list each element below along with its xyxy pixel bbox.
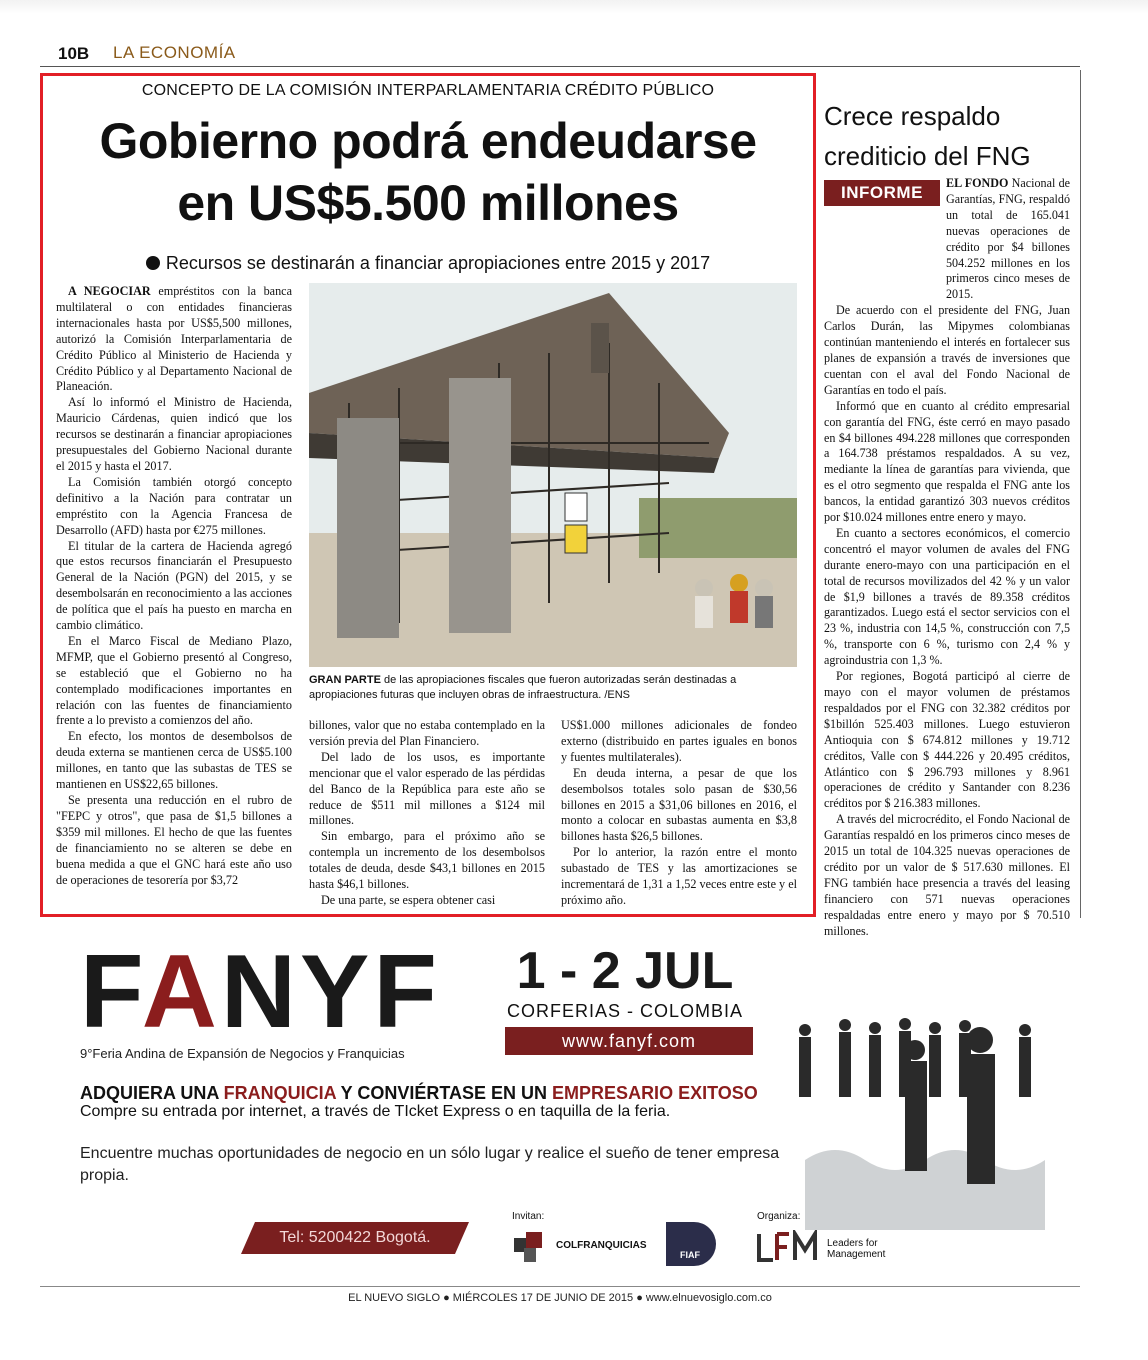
- slogan-part: ADQUIERA UNA: [80, 1083, 224, 1103]
- headline-line-1: Gobierno podrá endeudarse: [99, 113, 757, 169]
- fanyf-logo: [80, 934, 441, 1050]
- paragraph: De una parte, se espera obtener casi: [321, 892, 496, 907]
- logo-letter-accent: A: [141, 934, 221, 1050]
- paragraph: A través del microcrédito, el Fondo Nacional de Garantías respaldó en los primeros cinco meses de 2015 un total de 104.325 nuevas operaciones de crédito por un valor de $ 517.630 millones. El FNG también hace presencia a través del leasing financiero con 571 nuevas operaciones respaldadas entre enero y mayo por $ 70.510 millones.: [824, 812, 1070, 938]
- scan-edge: [0, 0, 1148, 14]
- headline-line-2: en US$5.500 millones: [177, 175, 679, 231]
- paragraph: US$1.000 millones adicionales de fondeo externo (distribuido en partes iguales en bonos y fuentes multilaterales).: [561, 718, 797, 764]
- paragraph: Del lado de los usos, es importante mencionar que el valor esperado de las pérdidas del Banco de la República para este año se reduce de $511 mil millones a $124 mil millones.: [309, 749, 545, 828]
- construction-photo: [309, 283, 797, 667]
- paragraph: De acuerdo con el presidente del FNG, Juan Carlos Durán, las Mipymes colombianas continúan manteniendo el interés en fortalecer sus planes de expansión a través de inversiones que cuentan con el aval del Fondo Nacional de Garantías en todo el país.: [824, 303, 1070, 397]
- lead-word: A NEGOCIAR: [68, 284, 151, 298]
- article-headline: [40, 110, 816, 234]
- paragraph: billones, valor que no estaba contemplado en la versión previa del Plan Financiero.: [309, 718, 545, 748]
- event-dates: 1 - 2 JUL: [516, 942, 734, 1000]
- article-kicker: CONCEPTO DE LA COMISIÓN INTERPARLAMENTARIA CRÉDITO PÚBLICO: [141, 82, 715, 99]
- paragraph: En efecto, los montos de desembolsos de deuda externa se mantienen cerca de US$5.100 millones, en tanto que las subastas de TES se mantienen en US$22,65 billones.: [56, 729, 292, 792]
- paragraph: Sin embargo, para el próximo año se contempla un incremento de los desembolsos totales de deuda, desde $43,1 billones en 2015 hasta $46,1 billones.: [309, 829, 545, 892]
- ad-opportunities-text: Encuentre muchas oportunidades de negocio en un sólo lugar y realice el sueño de tener empresa propia.: [80, 1145, 780, 1184]
- fiaf-logo: [666, 1222, 722, 1266]
- slogan-accent: EMPRESARIO EXITOSO: [552, 1083, 758, 1103]
- page-number: 10B: [58, 44, 90, 63]
- paragraph: El titular de la cartera de Hacienda agregó que estos recursos financiarán el Presupuesto General de la Nación (PGN) del 2015, y se desembolsarán en reconocimiento a las acciones de política que el país ha puesto en marcha en cambio climático.: [56, 538, 292, 633]
- ticket-info: Compre su entrada por internet, a través de TIcket Express o en taquilla de la feria.: [80, 1103, 671, 1120]
- paragraph: empréstitos con la banca multilateral o con entidades financieras internacionales hasta por US$5,500 millones, autorizó la Comisión Interparlamentaria de Crédito Público al Ministerio de Hacienda y Crédito Público y al Departamento Nacional de Planeación.: [56, 284, 293, 394]
- page-header: [40, 40, 1080, 67]
- article-column-2: [309, 718, 545, 909]
- lfm-logo: [757, 1230, 897, 1266]
- logo-letter: F: [80, 934, 142, 1050]
- colfranquicias-logo: [512, 1228, 647, 1264]
- business-people-image: [785, 1010, 1085, 1230]
- article-column-1: [56, 284, 292, 888]
- logo-letters: NYF: [220, 934, 441, 1050]
- side-article-title: Crece respaldo crediticio del FNG: [824, 101, 1031, 171]
- lfm-name: Leaders for Management: [827, 1238, 886, 1260]
- bullet-icon: [146, 256, 160, 270]
- caption-text: de las apropiaciones fiscales que fueron autorizadas serán destinadas a apropiaciones futuras que incluyen obras de infraestructura. /ENS: [309, 674, 737, 701]
- side-article-body: [824, 176, 1070, 940]
- invitan-label: Invitan:: [512, 1211, 545, 1222]
- paragraph: Por lo anterior, la razón entre el monto subastado de TES y las amortizaciones se incrementará de 1,31 a 1,52 veces entre este y el próximo año.: [561, 845, 797, 907]
- bridge-construction-illustration: [309, 283, 797, 667]
- slogan-part: Y CONVIÉRTASE EN UN: [336, 1083, 553, 1103]
- lead-word: EL FONDO: [946, 176, 1009, 190]
- paragraph: En deuda interna, a pesar de que los desembolsos totales solo pasan de $30,56 billones en 2015 a $31,06 billones en 2016, el monto a colocar en subastas aumenta en $3,8 billones hasta $26,5 billones.: [561, 765, 797, 844]
- paragraph: Por regiones, Bogotá participó al cierre de mayo con el mayor volumen de préstamos respaldados por el FNG con 32.382 créditos por $1billón 525.403 millones. Luego estuvieron Antioquia con $ 674.812 millones y 19.712 créditos, Valle con $ 444.226 y 20.495 créditos, Atlántico con $ 296.793 millones y 8.961 operaciones de crédito y Santander con 8.236 créditos por $ 216.383 millones.: [824, 669, 1070, 811]
- column-divider: [1080, 70, 1081, 918]
- fiaf-name: FIAF: [680, 1250, 700, 1260]
- page-footer: EL NUEVO SIGLO ● MIÉRCOLES 17 DE JUNIO DE 2015 ● www.elnuevosiglo.com.co: [348, 1292, 772, 1304]
- slogan-accent: FRANQUICIA: [223, 1083, 336, 1103]
- subhead-text: Recursos se destinarán a financiar apropiaciones entre 2015 y 2017: [165, 253, 711, 273]
- fair-name: 9°Feria Andina de Expansión de Negocios y Franquicias: [80, 1046, 405, 1061]
- lfm-mark: [757, 1230, 825, 1264]
- phone-banner: [241, 1222, 469, 1254]
- photo-caption: [309, 673, 797, 703]
- paragraph: Informó que en cuanto al crédito empresarial con garantía del FNG, éste cerró en mayo pasado en $4 billones 494.228 millones que corresponden a 164.738 préstamos respaldados. A su vez, mediante la línea de garantías para vivienda, que es el otro segmento que respalda el FNG ante los bancos, la entidad garantizó 303 nuevos créditos por $10.024 millones entre enero y mayo.: [824, 398, 1070, 525]
- paragraph: Así lo informó el Ministro de Hacienda, Mauricio Cárdenas, quien indicó que los recursos se destinarán a financiar apropiaciones presupuestales del Gobierno Nacional durante el 2015 y hasta el 2017.: [56, 395, 292, 473]
- informe-badge: INFORME: [824, 180, 940, 206]
- caption-lead: GRAN PARTE: [309, 674, 381, 686]
- article-subhead: [40, 253, 816, 274]
- paragraph: En cuanto a sectores económicos, el comercio concentró el mayor volumen de avales del FNG durante enero-mayo con una participación en el total de recursos movilizados del 42 % y un valor de $1,9 billones a través de 89.358 créditos garantizados. Luego está el sector servicios con el 23 %, industria con 14,5 %, construcción con 7,5 %, transporte con 6 %, turismo con 2,4 % y agroindustria con 1,3 %.: [824, 525, 1070, 668]
- footer-rule: [40, 1286, 1080, 1287]
- paragraph: Se presenta una reducción en el rubro de "FEPC y otros", que pasa de $1,5 billones a $359 mil millones. El hecho de que las fuentes de financiamiento no se alteren se debe en buena medida a que el GNC hará este año uso de operaciones de tesorería por $3,72: [56, 793, 292, 887]
- colfranquicias-icon: [512, 1230, 546, 1264]
- ad-slogan: [80, 1083, 758, 1104]
- article-column-3: [561, 718, 797, 909]
- colfranquicias-name: COLFRANQUICIAS: [556, 1240, 647, 1251]
- organiza-label: Organiza:: [757, 1211, 801, 1222]
- ad-website-link[interactable]: www.fanyf.com: [505, 1027, 753, 1055]
- event-venue: CORFERIAS - COLOMBIA: [506, 1001, 744, 1021]
- section-name: LA ECONOMÍA: [113, 43, 236, 62]
- phone-number: Tel: 5200422 Bogotá.: [279, 1229, 431, 1246]
- paragraph: La Comisión también otorgó concepto definitivo a la Nación para contratar un empréstito con la Agencia Francesa de Desarrollo (AFD) hasta por €275 millones.: [56, 474, 292, 537]
- paragraph: En el Marco Fiscal de Mediano Plazo, MFMP, que el Gobierno presentó al Congreso, se estableció que el Gobierno no ha contemplado modificaciones importantes en relación con las fuentes de financiamiento frente a lo previsto a comienzos del año.: [56, 633, 292, 728]
- paragraph: Nacional de Garantías, FNG, respaldó un total de 165.041 nuevas operaciones de crédito por $4 billones 504.252 millones en los primeros cinco meses de 2015.: [946, 176, 1070, 302]
